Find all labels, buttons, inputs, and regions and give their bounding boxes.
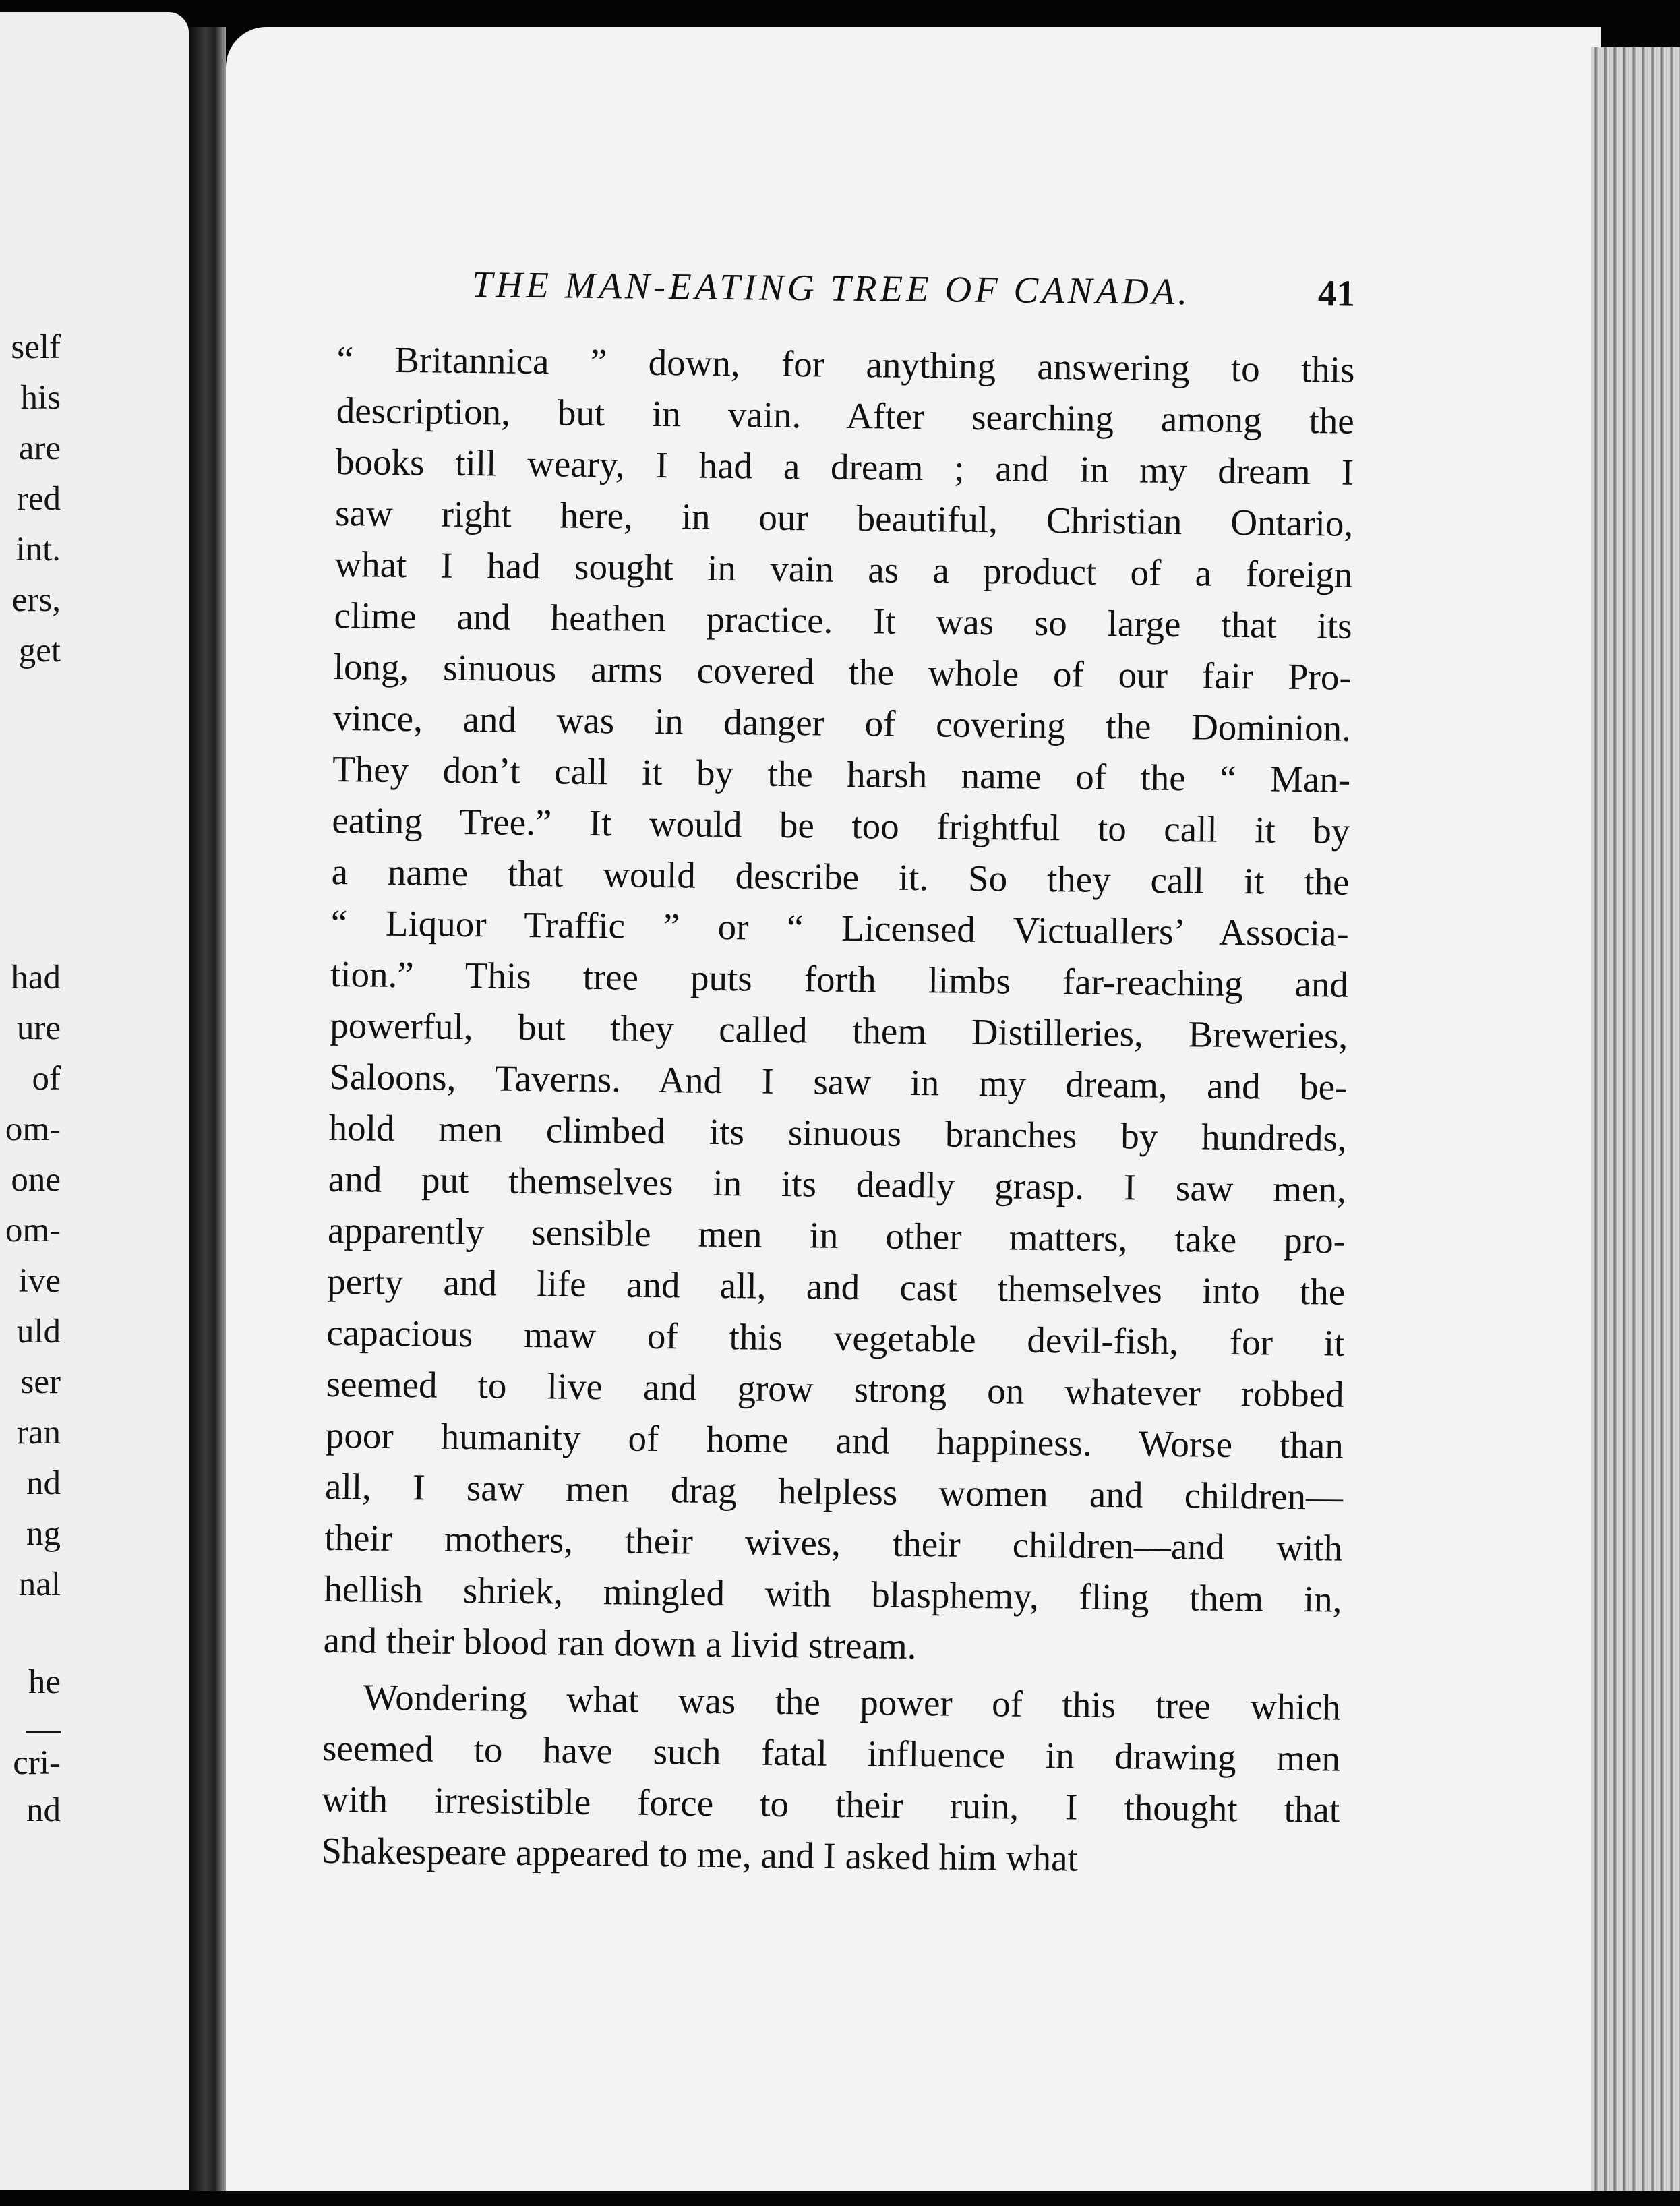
text-line: with irresistible force to their ruin, I thought that [321,1778,1340,1830]
text-line: poor humanity of home and happiness. Worse than [325,1414,1344,1466]
text-line: clime and heathen practice. It was so large that its [334,594,1352,647]
left-page-fragment: he [28,1663,61,1701]
text-line: what I had sought in vain as a product of a foreign [334,543,1353,595]
left-page-fragment: ng [26,1515,61,1553]
left-page-fragment: are [18,429,61,467]
left-page-fragment: self [11,328,61,366]
text-line: hellish shriek, mingled with blasphemy, fling them in, [324,1568,1342,1620]
page-number: 41 [1317,272,1356,314]
text-line: all, I saw men drag helpless women and children— [324,1465,1344,1518]
text-line: long, sinuous arms covered the whole of our fair Pro- [333,645,1352,698]
left-page-fragment: get [18,632,61,669]
left-page-fragment: one [11,1161,61,1199]
left-page-fragment: nal [18,1566,61,1603]
text-line: eating Tree.” It would be too frightful to call it by [332,799,1350,852]
text-line: They don’t call it by the harsh name of the “ Man- [332,748,1351,800]
left-page-fragment: cri- [13,1744,61,1782]
left-page-fragment: om- [5,1212,61,1249]
paragraph [323,334,1355,1677]
left-page-fragment: nd [26,1791,61,1829]
left-page-fragment: om- [5,1110,61,1148]
body-text [321,334,1355,1887]
left-page-fragment: ran [16,1414,61,1452]
left-page-fragment: uld [16,1313,61,1350]
left-page-fragment: — [26,1710,61,1748]
left-page-fragment: ure [16,1009,61,1047]
left-page-fragment: red [16,480,61,518]
text-line: Wondering what was the power of this tree which [363,1676,1342,1728]
left-page-fragment: int. [16,531,61,568]
text-line: description, but in vain. After searching among the [336,389,1355,442]
text-line: capacious maw of this vegetable devil-fish, for it [326,1311,1345,1364]
left-page-fragment: nd [26,1464,61,1502]
text-line: Saloons, Taverns. And I saw in my dream, and be- [329,1055,1348,1108]
text-line: powerful, but they called them Distilleries, Breweries, [329,1004,1348,1056]
paragraph [321,1671,1341,1887]
text-line: saw right here, in our beautiful, Christian Ontario, [334,491,1354,544]
left-page-fragment: his [20,379,61,417]
text-line: tion.” This tree puts forth limbs far-reaching and [330,953,1349,1005]
text-line: hold men climbed its sinuous branches by hundreds, [328,1106,1347,1159]
text-line: “ Britannica ” down, for anything answering to this [336,338,1355,390]
page-header [472,263,1356,320]
left-page-fragment: ive [18,1262,61,1300]
text-line: and put themselves in its deadly grasp. I saw men, [328,1158,1347,1210]
text-line: vince, and was in danger of covering the Dominion. [332,696,1352,749]
text-line: apparently sensible men in other matters, take pro- [327,1209,1346,1261]
left-page-fragment: of [32,1060,61,1098]
left-page-fragment: had [11,959,61,996]
book-gutter [189,27,226,2191]
running-title: THE MAN-EATING TREE OF CANADA. [471,264,1191,313]
text-line: “ Liquor Traffic ” or “ Licensed Victuallers’ Associa- [330,901,1350,954]
text-line: books till weary, I had a dream ; and in my dream I [335,440,1354,493]
text-line: Shakespeare appeared to me, and I asked him what [321,1829,1079,1879]
left-page-fragment: ser [20,1363,61,1401]
text-line: their mothers, their wives, their children—and with [324,1516,1343,1569]
text-line: seemed to live and grow strong on whatever robbed [326,1363,1344,1415]
left-page-fragment: ers, [11,581,61,619]
text-line: a name that would describe it. So they call it the [331,850,1350,903]
page-edges [1591,47,1680,2191]
text-line: seemed to have such fatal influence in drawing men [322,1727,1341,1779]
text-line: perty and life and all, and cast themselves into the [326,1260,1346,1313]
text-line: and their blood ran down a livid stream. [323,1619,917,1667]
